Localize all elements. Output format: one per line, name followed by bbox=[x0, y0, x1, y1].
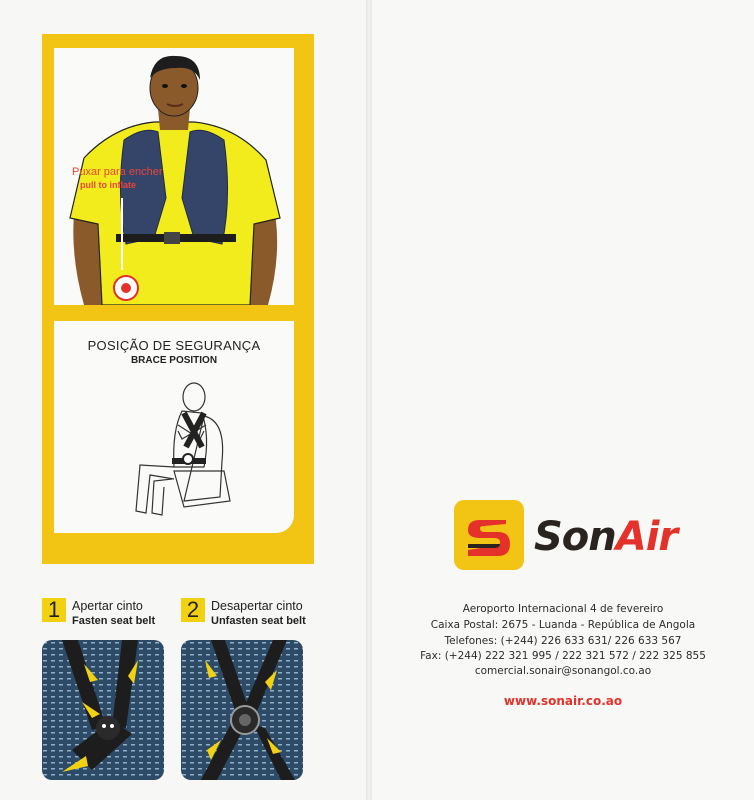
website-link[interactable]: www.sonair.co.ao bbox=[503, 694, 623, 708]
pull-label-pt: Puxar para encher bbox=[72, 166, 163, 178]
brand-name-son: Son bbox=[534, 514, 616, 560]
fasten-belt-illustration bbox=[42, 640, 164, 780]
life-vest-section bbox=[54, 48, 294, 305]
contact-phone: Telefones: (+244) 226 633 631/ 226 633 567 bbox=[444, 635, 682, 647]
brand-name-air: Air bbox=[615, 514, 678, 560]
sonair-wordmark bbox=[534, 514, 677, 560]
safety-frame bbox=[42, 34, 314, 564]
right-panel bbox=[372, 0, 754, 800]
brace-title-pt: POSIÇÃO DE SEGURANÇA bbox=[87, 338, 261, 353]
step-number: 2 bbox=[181, 598, 205, 622]
pull-label-en: pull to inflate bbox=[80, 180, 136, 190]
contact-email: comercial.sonair@sonangol.co.ao bbox=[474, 665, 652, 677]
step-number: 1 bbox=[42, 598, 66, 622]
unfasten-belt-illustration bbox=[181, 640, 303, 780]
brace-position-section bbox=[54, 321, 294, 533]
contact-fax: Fax: (+244) 222 321 995 / 222 321 572 / 222 325 855 bbox=[420, 650, 706, 662]
contact-address: Aeroporto Internacional 4 de fevereiro bbox=[462, 603, 664, 615]
step-label-pt: Desapertar cinto bbox=[211, 599, 303, 613]
step-label-pt: Apertar cinto bbox=[72, 599, 143, 613]
step-label-en: Unfasten seat belt bbox=[211, 615, 306, 627]
brace-title-en: BRACE POSITION bbox=[130, 355, 218, 366]
sonair-logo-mark bbox=[454, 500, 524, 570]
brace-position-illustration bbox=[54, 321, 294, 533]
step-label-en: Fasten seat belt bbox=[72, 615, 156, 627]
contact-po-box: Caixa Postal: 2675 - Luanda - República de Angola bbox=[430, 619, 696, 631]
